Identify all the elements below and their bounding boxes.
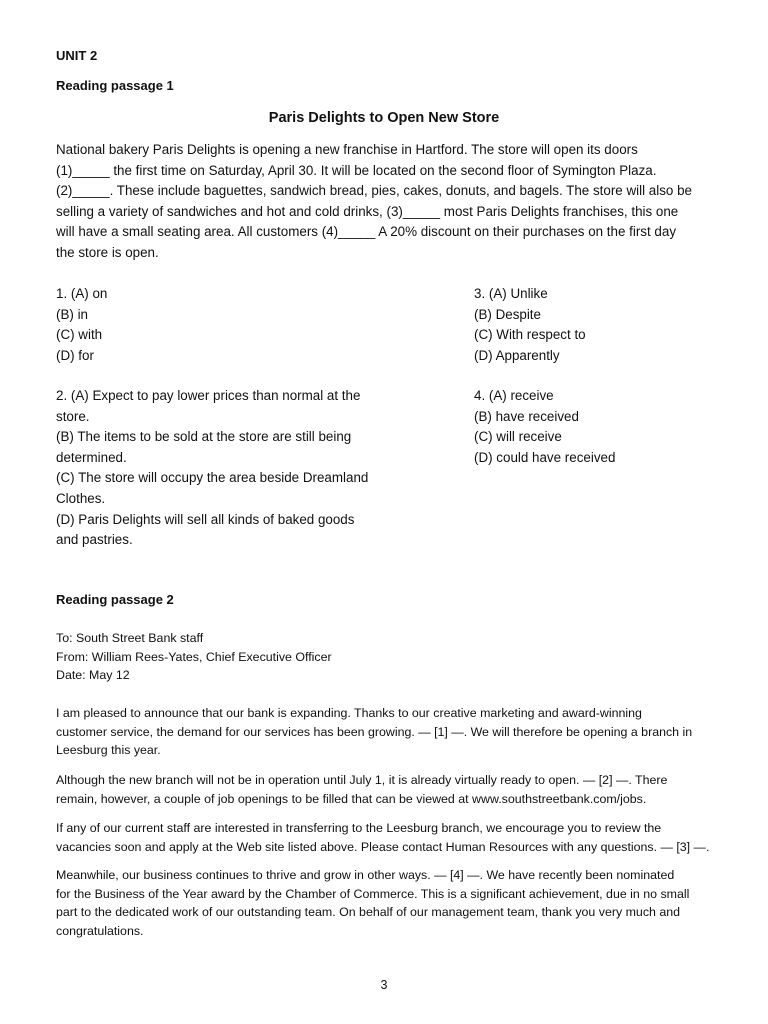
passage1-line: selling a variety of sandwiches and hot and cold drinks, (3)_____ most Paris Delights franchises, this one	[56, 203, 679, 219]
question-2-option: (B) The items to be sold at the store are still being	[56, 429, 352, 445]
passage1-title: Paris Delights to Open New Store	[268, 110, 500, 126]
question-3-option: (D) Apparently	[474, 347, 560, 363]
memo-line: for the Business of the Year award by the Chamber of Commerce. This is a significant achievement, due in no small	[56, 886, 690, 901]
memo-line: If any of our current staff are interested in transferring to the Leesburg branch, we encourage you to review the	[56, 821, 662, 835]
passage1-line: will have a small seating area. All customers (4)_____ A 20% discount on their purchases on the first day	[56, 224, 677, 240]
question-2-stem: 2. (A) Expect to pay lower prices than normal at the	[56, 388, 361, 403]
question-2-option: (D) Paris Delights will sell all kinds of baked goods	[56, 511, 355, 527]
passage1-line: National bakery Paris Delights is opening a new franchise in Hartford. The store will open its doors	[56, 142, 638, 157]
memo-line: congratulations.	[56, 924, 144, 939]
passage1-text	[56, 140, 716, 264]
passage1-line: (1)_____ the first time on Saturday, April 30. It will be located on the second floor of Symington Plaza.	[56, 162, 657, 178]
memo-date: Date: May 12	[56, 668, 130, 683]
memo-line: remain, however, a couple of job openings to be filled that can be viewed at www.southstreetbank.com/jobs.	[56, 791, 647, 806]
question-3-option: (B) Despite	[474, 306, 541, 322]
passage1-label: Reading passage 1	[56, 78, 174, 93]
memo-paragraph-2	[56, 771, 726, 808]
memo-to: To: South Street Bank staff	[56, 631, 204, 645]
memo-line: Although the new branch will not be in operation until July 1, it is already virtually ready to open. — [2] —. There	[56, 773, 668, 787]
memo-line: vacancies soon and apply at the Web site listed above. Please contact Human Resources with any questions. — [3] —.	[56, 839, 710, 854]
question-4-stem: 4. (A) receive	[474, 388, 554, 403]
question-3-option: (C) With respect to	[474, 327, 586, 343]
memo-paragraph-3	[56, 819, 726, 856]
question-3	[474, 284, 586, 366]
question-2-line: store.	[56, 408, 90, 424]
memo-from: From: William Rees-Yates, Chief Executive Officer	[56, 649, 332, 664]
passage1-line: the store is open.	[56, 244, 159, 260]
question-4-option: (B) have received	[474, 408, 579, 424]
unit-label: UNIT 2	[56, 48, 98, 63]
memo-paragraph-4	[56, 866, 726, 941]
question-1-stem: 1. (A) on	[56, 286, 108, 301]
question-3-stem: 3. (A) Unlike	[474, 286, 548, 301]
question-1-option: (C) with	[56, 327, 103, 343]
memo-header	[56, 629, 332, 685]
question-1	[56, 284, 107, 366]
page-number: 3	[380, 978, 388, 992]
memo-line: I am pleased to announce that our bank is expanding. Thanks to our creative marketing and award-winning	[56, 706, 642, 720]
memo-line: part to the dedicated work of our outstanding team. On behalf of our management team, thank you very much and	[56, 905, 681, 920]
passage2-label: Reading passage 2	[56, 592, 174, 607]
memo-line: customer service, the demand for our services has been growing. — [1] —. We will therefore be opening a branch in	[56, 724, 693, 739]
memo-paragraph-1	[56, 704, 726, 760]
memo-line: Meanwhile, our business continues to thrive and grow in other ways. — [4] —. We have recently been nominated	[56, 868, 675, 882]
passage1-line: (2)_____. These include baguettes, sandwich bread, pies, cakes, donuts, and bagels. The store will also be	[56, 183, 692, 199]
question-2	[56, 386, 368, 551]
question-1-option: (D) for	[56, 347, 94, 363]
question-4-option: (D) could have received	[474, 449, 616, 465]
question-2-option: (C) The store will occupy the area beside Dreamland	[56, 470, 369, 486]
question-1-option: (B) in	[56, 306, 88, 322]
question-2-line: determined.	[56, 449, 127, 465]
memo-line: Leesburg this year.	[56, 743, 161, 758]
question-2-line: Clothes.	[56, 490, 106, 506]
question-4	[474, 386, 615, 468]
question-2-line: and pastries.	[56, 532, 133, 548]
question-4-option: (C) will receive	[474, 429, 562, 445]
